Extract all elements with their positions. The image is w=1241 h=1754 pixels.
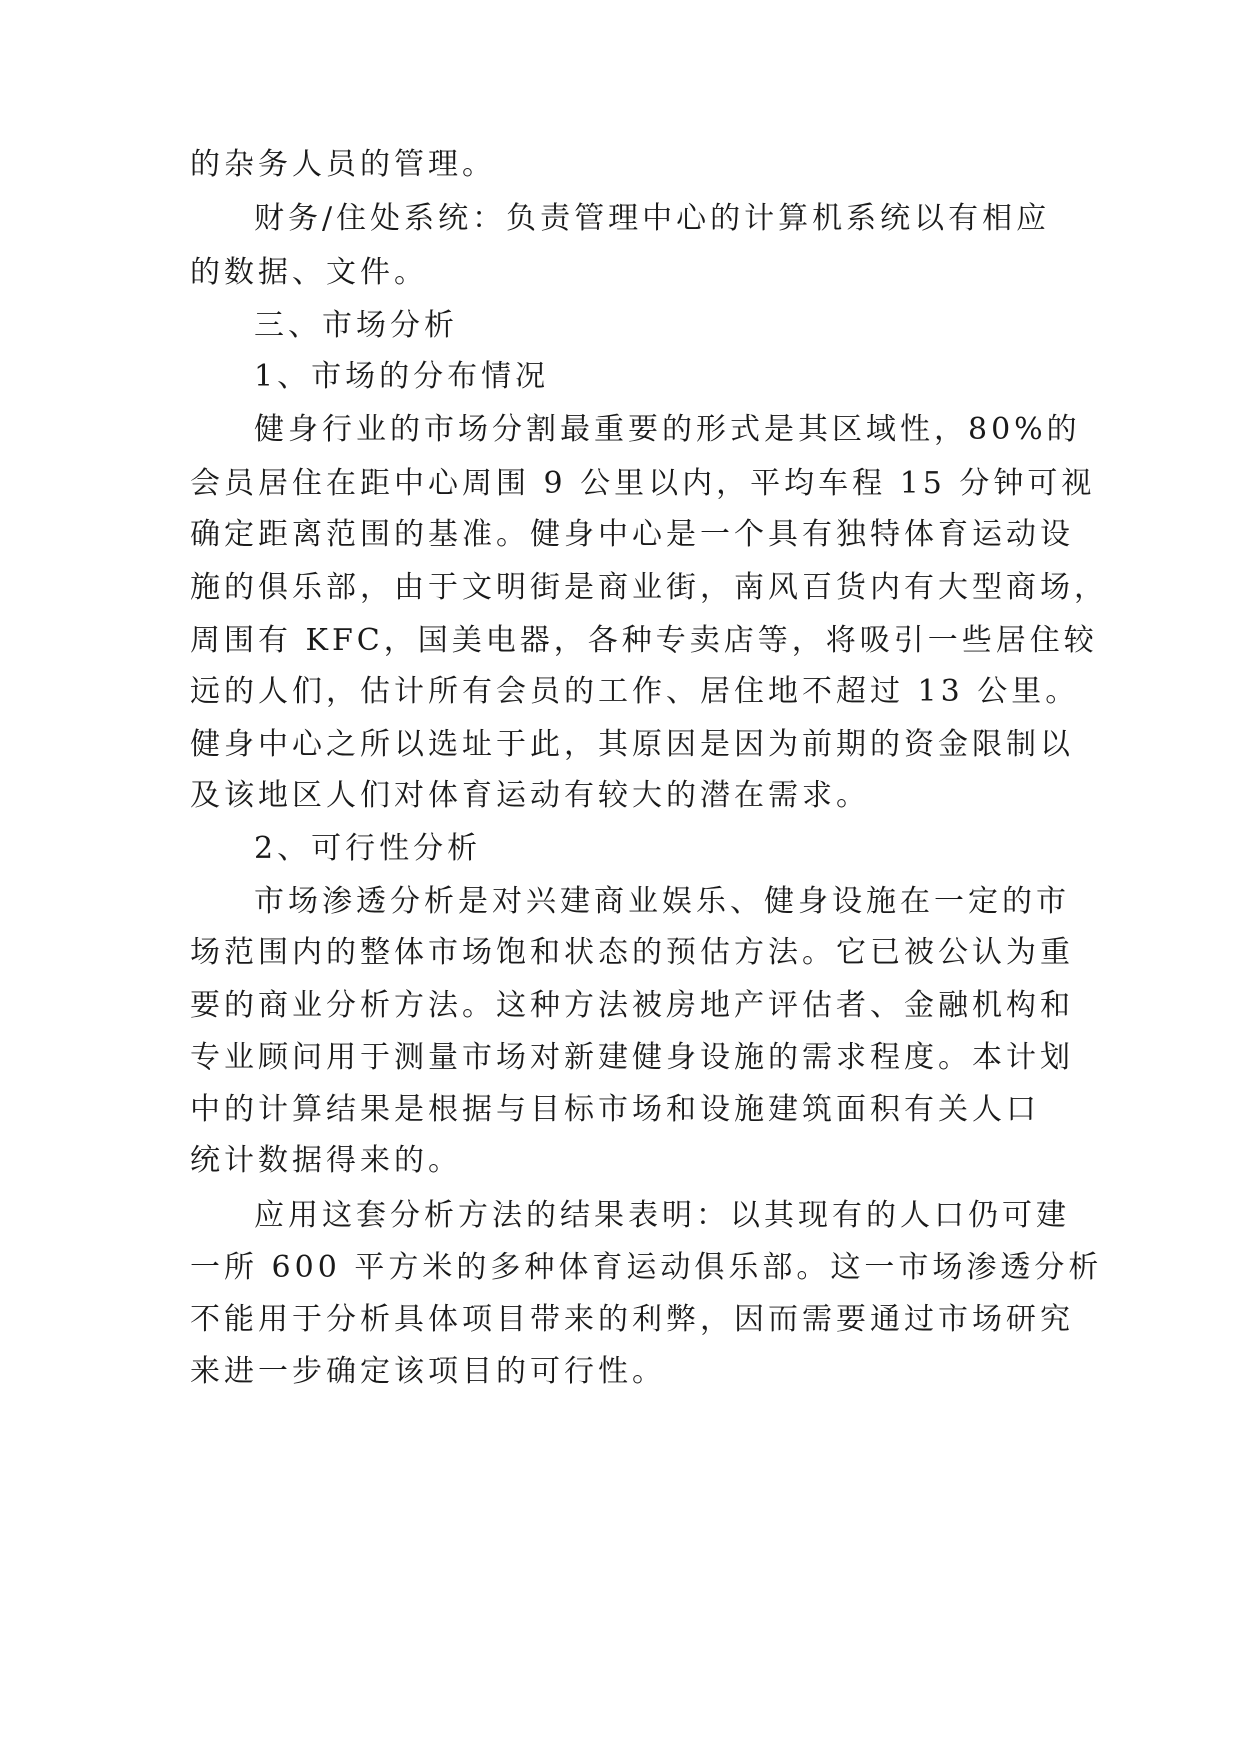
text-line: 应用这套分析方法的结果表明：以其现有的人口仍可建 (254, 1198, 1070, 1233)
text-line: 一所 600 平方米的多种体育运动俱乐部。这一市场渗透分析 (190, 1250, 1103, 1285)
subsection-heading: 2、可行性分析 (254, 831, 482, 866)
subsection-heading: 1、市场的分布情况 (254, 359, 550, 394)
text-line: 财务/住处系统：负责管理中心的计算机系统以有相应 (254, 201, 1051, 236)
text-line: 来进一步确定该项目的可行性。 (190, 1354, 666, 1389)
text-line: 不能用于分析具体项目带来的利弊，因而需要通过市场研究 (190, 1302, 1074, 1337)
text-line: 确定距离范围的基准。健身中心是一个具有独特体育运动设 (190, 517, 1074, 552)
text-line: 市场渗透分析是对兴建商业娱乐、健身设施在一定的市 (254, 884, 1070, 919)
text-line: 中的计算结果是根据与目标市场和设施建筑面积有关人口 (190, 1092, 1040, 1127)
text-line: 健身中心之所以选址于此，其原因是因为前期的资金限制以 (190, 727, 1074, 762)
text-line: 的杂务人员的管理。 (190, 147, 496, 182)
text-line: 会员居住在距中心周围 9 公里以内，平均车程 15 分钟可视 (190, 466, 1096, 501)
text-line: 的数据、文件。 (190, 255, 428, 290)
text-line: 远的人们，估计所有会员的工作、居住地不超过 13 公里。 (190, 674, 1080, 709)
text-line: 及该地区人们对体育运动有较大的潜在需求。 (190, 778, 870, 813)
text-line: 要的商业分析方法。这种方法被房地产评估者、金融机构和 (190, 988, 1074, 1023)
text-line: 施的俱乐部，由于文明街是商业街，南风百货内有大型商场， (190, 570, 1108, 605)
text-line: 健身行业的市场分割最重要的形式是其区域性，80%的 (254, 412, 1081, 447)
text-line: 周围有 KFC，国美电器，各种专卖店等，将吸引一些居住较 (190, 623, 1098, 658)
text-line: 专业顾问用于测量市场对新建健身设施的需求程度。本计划 (190, 1040, 1074, 1075)
text-line: 统计数据得来的。 (190, 1143, 462, 1178)
text-line: 场范围内的整体市场饱和状态的预估方法。它已被公认为重 (190, 935, 1074, 970)
section-heading: 三、市场分析 (254, 308, 458, 343)
